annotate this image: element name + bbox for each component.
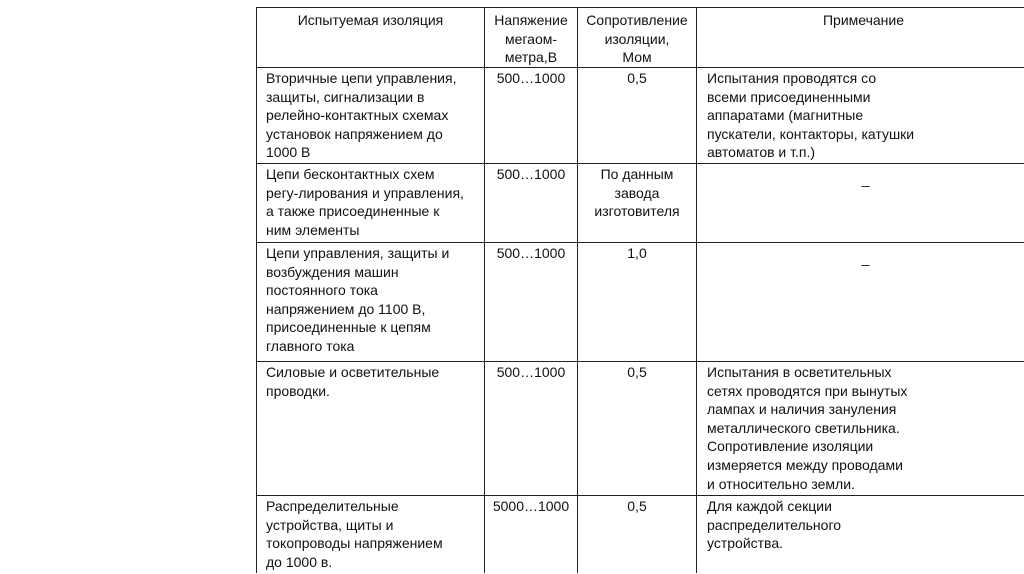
- cell-line: устройства.: [707, 535, 784, 552]
- cell-line: 500…1000: [496, 245, 566, 261]
- header-megohmmeter-voltage: [485, 8, 578, 68]
- cell-voltage: [485, 496, 578, 574]
- cell-line: Испытания проводятся со: [707, 70, 877, 86]
- table-row: [257, 68, 1024, 164]
- cell-line: регу-лирования и управления,: [266, 184, 464, 201]
- cell-line: постоянного тока: [266, 282, 378, 299]
- cell-line: установок напряжением до: [266, 125, 443, 142]
- table-row: [257, 496, 1024, 574]
- cell-line: токопроводы напряжением: [266, 535, 443, 552]
- header-line: Мом: [622, 49, 652, 66]
- table-header-row: [257, 8, 1024, 68]
- cell-line: устройства, щиты и: [266, 516, 394, 533]
- header-line: Испытуемая изоляция: [297, 12, 444, 28]
- cell-line: а также присоединенные к: [266, 203, 440, 220]
- insulation-test-table-sheet: [256, 7, 1024, 573]
- cell-line: пускатели, контакторы, катушки: [707, 125, 915, 142]
- cell-line: защиты, сигнализации в: [266, 88, 425, 105]
- dash-mark: _: [861, 250, 870, 266]
- cell-line: Цепи управления, защиты и: [266, 245, 450, 261]
- cell-voltage: [485, 243, 578, 362]
- cell-line: распределительного: [707, 516, 842, 533]
- cell-voltage: [485, 164, 578, 243]
- cell-resistance: [578, 164, 697, 243]
- dash-mark: _: [861, 171, 870, 187]
- cell-insulation: [257, 68, 485, 164]
- cell-line: 0,5: [627, 498, 647, 514]
- cell-voltage: [485, 68, 578, 164]
- cell-line: аппаратами (магнитные: [707, 107, 864, 124]
- cell-insulation: [257, 164, 485, 243]
- cell-line: изготовителя: [594, 203, 680, 220]
- cell-insulation: [257, 496, 485, 574]
- cell-line: и относительно земли.: [707, 475, 855, 492]
- cell-voltage: [485, 362, 578, 496]
- cell-resistance: [578, 68, 697, 164]
- cell-line: сетях проводятся при вынутых: [707, 382, 908, 399]
- cell-line: 1,0: [627, 245, 647, 261]
- cell-insulation: [257, 243, 485, 362]
- cell-line: Силовые и осветительные: [266, 364, 440, 380]
- header-tested-insulation: [257, 8, 485, 68]
- cell-line: автоматов и т.п.): [707, 144, 816, 161]
- cell-note: [697, 496, 1024, 574]
- cell-line: 500…1000: [496, 364, 566, 380]
- cell-line: до 1000 в.: [266, 553, 333, 570]
- table-row: [257, 362, 1024, 496]
- header-line: Напяжение: [494, 12, 568, 28]
- cell-line: Испытания в осветительных: [707, 364, 892, 380]
- cell-resistance: [578, 243, 697, 362]
- insulation-test-table: [256, 7, 1024, 573]
- cell-line: возбуждения машин: [266, 263, 399, 280]
- cell-note: [697, 68, 1024, 164]
- cell-note: [697, 243, 1024, 362]
- table-row: [257, 243, 1024, 362]
- cell-line: релейно-контактных схемах: [266, 107, 449, 124]
- header-line: метра,В: [504, 49, 558, 66]
- cell-line: Сопротивление изоляции: [707, 438, 874, 455]
- header-note: [697, 8, 1024, 68]
- header-line: Сопротивление: [586, 12, 688, 28]
- cell-note: [697, 362, 1024, 496]
- cell-line: 500…1000: [496, 166, 566, 182]
- cell-line: Вторичные цепи управления,: [266, 70, 457, 86]
- cell-insulation: [257, 362, 485, 496]
- header-line: мегаом-: [504, 30, 558, 47]
- header-insulation-resistance: [578, 8, 697, 68]
- cell-resistance: [578, 362, 697, 496]
- cell-line: напряжением до 1100 В,: [266, 300, 426, 317]
- cell-line: 0,5: [627, 70, 647, 86]
- cell-line: присоединенные к цепям: [266, 319, 431, 336]
- cell-line: 500…1000: [496, 70, 566, 86]
- cell-line: Цепи бесконтактных схем: [266, 166, 435, 182]
- cell-line: Распределительные: [266, 498, 399, 514]
- cell-line: По данным: [600, 166, 674, 182]
- cell-line: 1000 В: [266, 144, 311, 161]
- cell-note: [697, 164, 1024, 243]
- cell-resistance: [578, 496, 697, 574]
- cell-line: всеми присоединенными: [707, 88, 871, 105]
- cell-line: 0,5: [627, 364, 647, 380]
- cell-line: ним элементы: [266, 221, 360, 238]
- cell-line: завода: [614, 184, 660, 201]
- header-line: Примечание: [822, 12, 905, 28]
- cell-line: проводки.: [266, 382, 330, 399]
- cell-line: главного тока: [266, 337, 355, 354]
- cell-line: лампах и наличия зануления: [707, 401, 897, 418]
- table-row: [257, 164, 1024, 243]
- header-line: изоляции,: [604, 30, 670, 47]
- cell-line: Для каждой секции: [707, 498, 832, 514]
- cell-line: металлического светильника.: [707, 419, 900, 436]
- cell-line: измеряется между проводами: [707, 456, 903, 473]
- cell-line: 5000…1000: [492, 498, 570, 514]
